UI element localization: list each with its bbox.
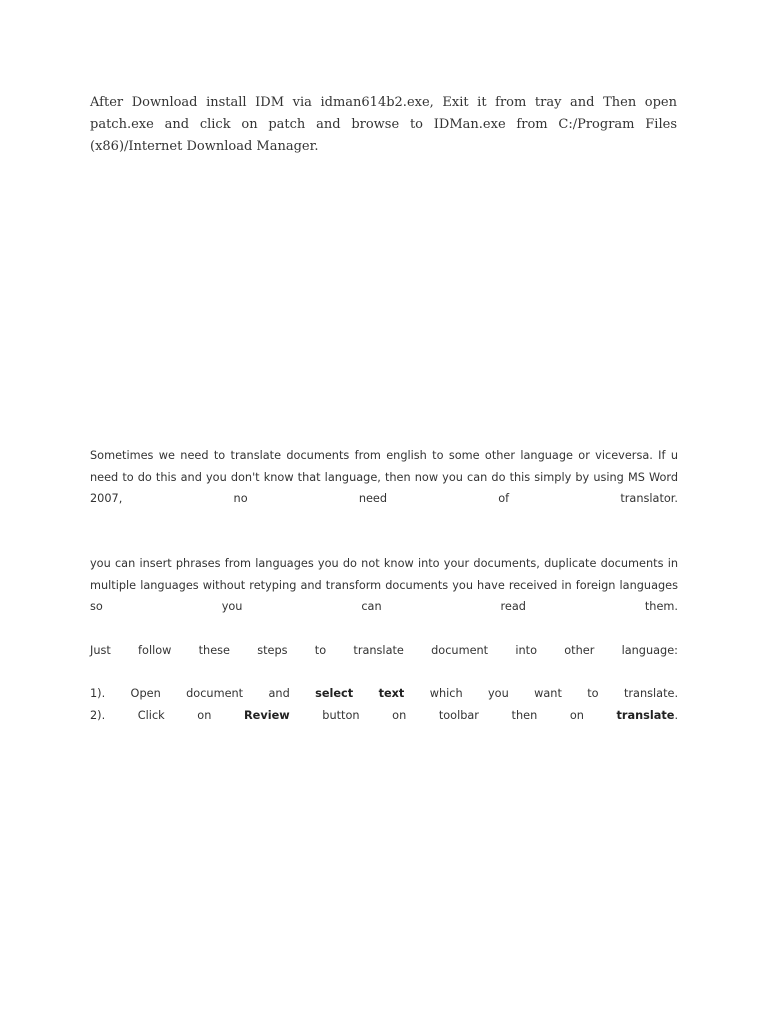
step-1-bold-text: text <box>378 687 405 700</box>
translate-features-paragraph: you can insert phrases from languages you do not know into your documents, duplicate documents in multiple languages without retyping and transform documents you have received in foreign languages so you can read them. <box>90 557 678 614</box>
idm-install-instructions: After Download install IDM via idman614b2.exe, Exit it from tray and Then open patch.exe and click on patch and browse to IDMan.exe from C:/Program Files (x86)/Internet Download Manager. <box>90 95 677 154</box>
step-2-suffix: . <box>674 709 679 722</box>
step-1-bold-select: select <box>315 687 354 700</box>
step-2-bold-review: Review <box>243 709 290 722</box>
step-2-middle: button on toolbar then on <box>322 709 584 722</box>
step-1-suffix: which you want to translate. <box>429 687 679 700</box>
step-1 <box>90 683 678 705</box>
translate-intro-paragraph: Sometimes we need to translate documents from english to some other language or viceversa. If u need to do this and you don't know that language, then now you can do this simply by using MS Word 2007, no need of translator. <box>90 449 678 506</box>
step-2-bold-translate: translate <box>616 709 675 722</box>
steps-intro: Just follow these steps to translate document into other language: <box>90 644 678 657</box>
step-2 <box>90 705 678 727</box>
step-2-prefix: 2). Click on <box>90 709 212 722</box>
step-1-prefix: 1). Open document and <box>90 687 290 700</box>
